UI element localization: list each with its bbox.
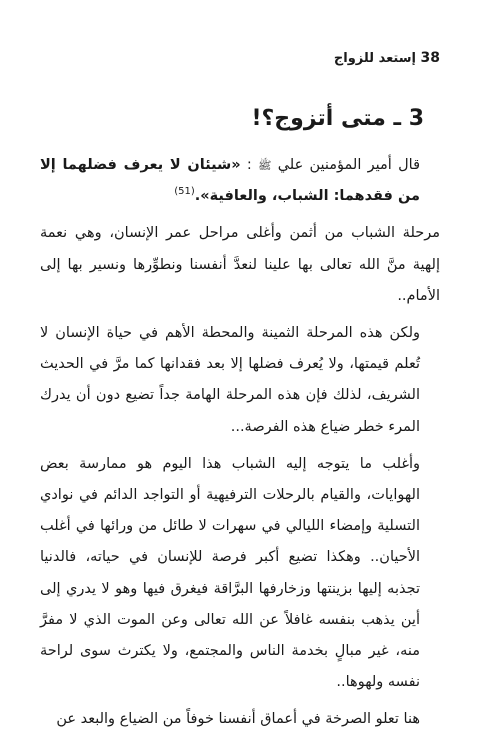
quote-colon: : <box>240 157 259 173</box>
running-header <box>40 50 440 66</box>
paragraph: هنا تعلو الصرخة في أعماق أنفسنا خوفاً من الضياع والبعد عن <box>56 711 420 728</box>
honorific-symbol: ﷺ <box>258 159 272 172</box>
hadith-quote <box>40 150 440 212</box>
paragraph: مرحلة الشباب من أثمن وأغلى مراحل عمر الإنسان، وهي نعمة إلهية منَّ الله تعالى بها علينا لنعدَّ أنفسنا ونطوِّرها ونسير بها إلى الأمام.. <box>40 225 440 304</box>
body-text <box>40 150 440 736</box>
quote-saying: «شيئان لا يعرف فضلهما إلا من فقدهما: الشباب، والعافية». <box>40 157 420 205</box>
page-number: 38 <box>420 50 440 66</box>
quote-intro: قال أمير المؤمنين علي <box>277 157 420 173</box>
footnote-ref: (51) <box>174 186 195 198</box>
paragraph: وأغلب ما يتوجه إليه الشباب هذا اليوم هو ممارسة بعض الهوايات، والقيام بالرحلات الترفيهية أو التواجد الدائم في نوادي التسلية وإمضاء الليالي في سهرات لا طائل من ورائها في أغلب الأحيان.. وهكذا تضيع أكبر فرصة للإنسان في حياته، فالدنيا تجذبه إليها بزينتها وزخارفها البرَّاقة فيغرق فيها وهو لا يدري إلى أين يذهب بنفسه غافلاً عن الله تعالى وعن الموت الذي لا مفرَّ منه، غير مبالٍ بخدمة الناس والمجتمع، ولا يكترث سوى لراحة نفسه ولهوها.. <box>40 455 420 691</box>
section-title: 3 ـ متى أتزوج؟! <box>251 106 424 131</box>
paragraph: ولكن هذه المرحلة الثمينة والمحطة الأهم في حياة الإنسان لا تُعلم قيمتها، ولا يُعرف فضلها إلا بعد فقدانها كما مرَّ في الحديث الشريف، لذلك فإن هذه المرحلة الهامة جداً تضيع دون أن يدرك المرء خطر ضياع هذه الفرصة... <box>40 325 420 435</box>
book-title: إستعد للزواج <box>333 51 416 66</box>
